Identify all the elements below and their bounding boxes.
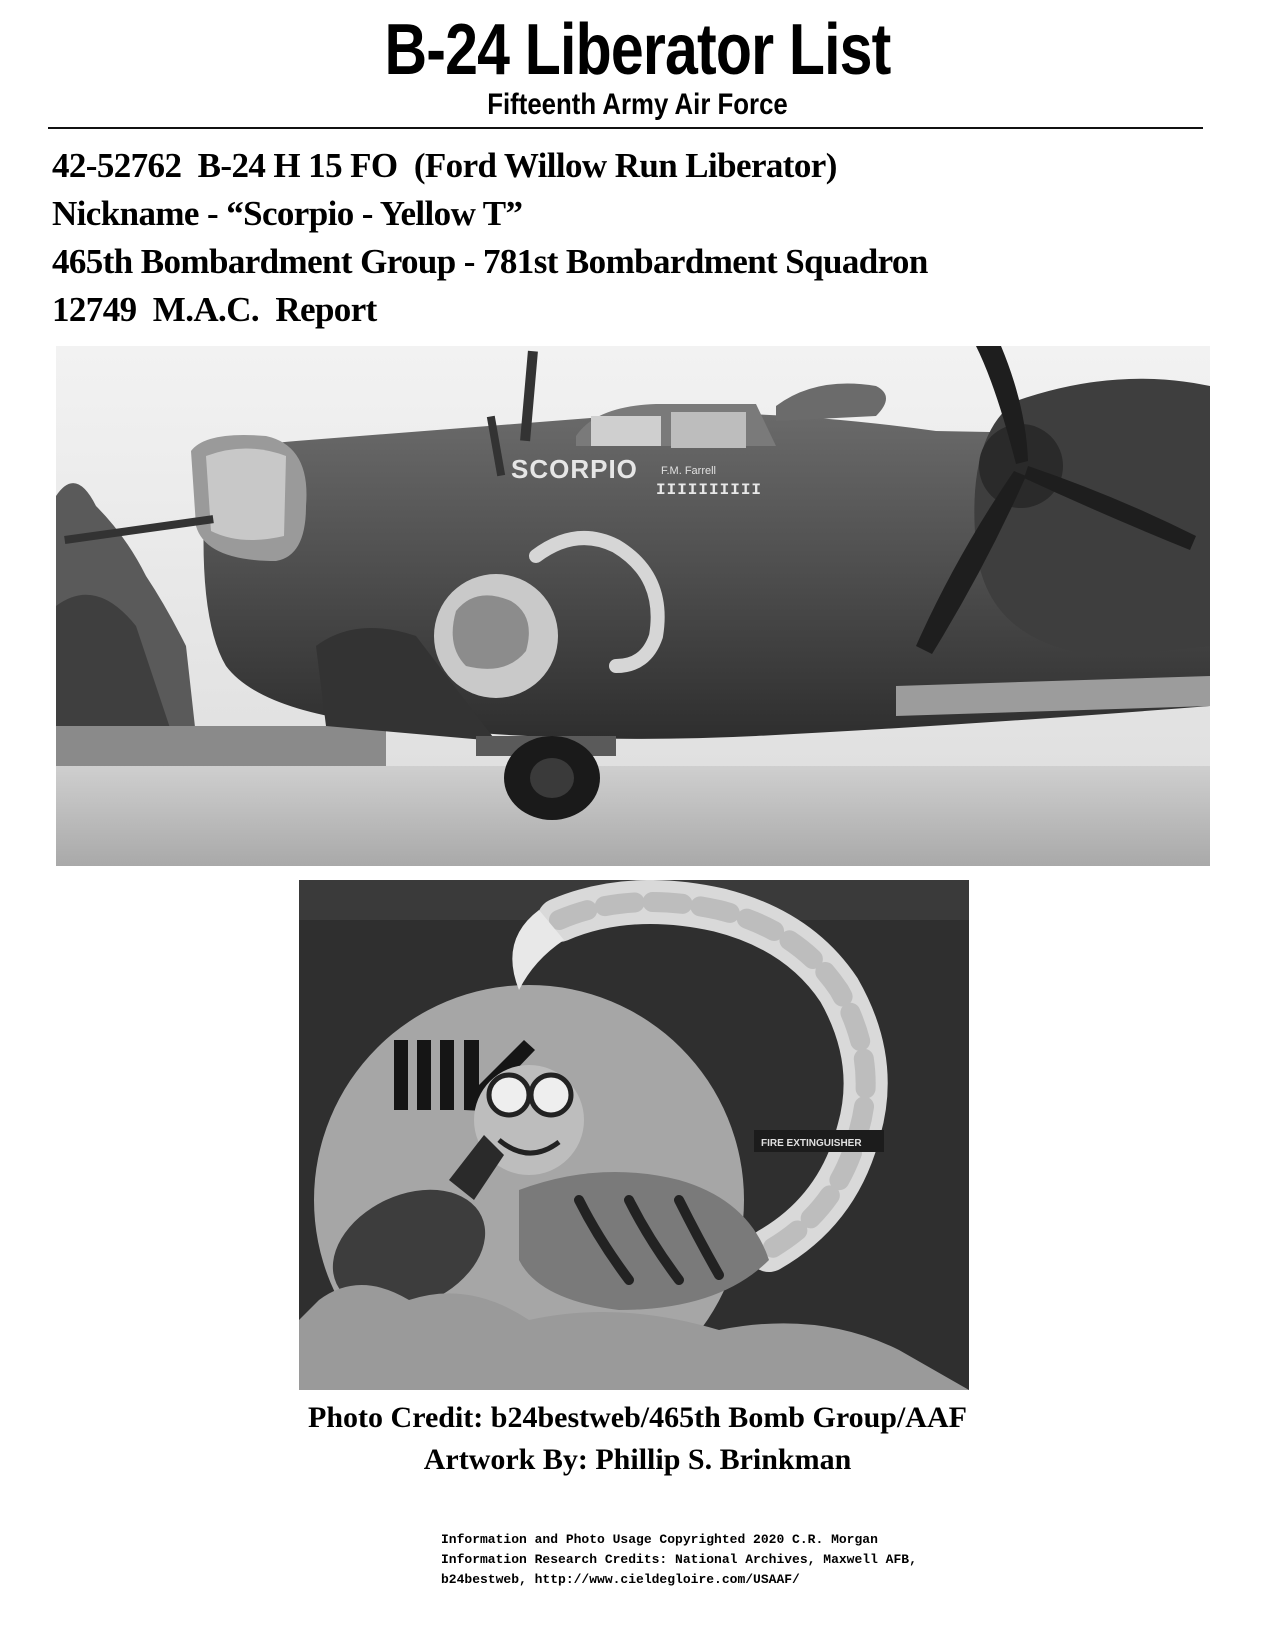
unit-line: 465th Bombardment Group - 781st Bombardment Squadron bbox=[52, 242, 928, 281]
credits-block bbox=[0, 1397, 1275, 1481]
artwork-credit: Artwork By: Phillip S. Brinkman bbox=[423, 1443, 852, 1476]
nose-name-text: SCORPIO bbox=[511, 454, 638, 484]
pilot-name-text: F.M. Farrell bbox=[661, 465, 716, 477]
placard-text: FIRE EXTINGUISHER bbox=[761, 1138, 862, 1149]
copyright-footer bbox=[441, 1530, 917, 1590]
mission-marks-text: IIIIIIIIII bbox=[656, 481, 763, 499]
footer-line-3: b24bestweb, http://www.cieldegloire.com/USAAF/ bbox=[441, 1572, 800, 1587]
aircraft-info bbox=[52, 142, 928, 334]
header-divider bbox=[48, 127, 1203, 129]
aircraft-photo bbox=[56, 346, 1210, 866]
nose-art-closeup-photo bbox=[299, 880, 969, 1390]
serial-line: 42-52762 B-24 H 15 FO (Ford Willow Run Liberator) bbox=[52, 146, 837, 185]
page-subtitle: Fifteenth Army Air Force bbox=[487, 88, 788, 121]
report-line: 12749 M.A.C. Report bbox=[52, 290, 377, 329]
page-title: B-24 Liberator List bbox=[384, 10, 891, 90]
footer-line-2: Information Research Credits: National Archives, Maxwell AFB, bbox=[441, 1552, 917, 1567]
footer-line-1: Information and Photo Usage Copyrighted 2020 C.R. Morgan bbox=[441, 1532, 878, 1547]
nickname-line: Nickname - “Scorpio - Yellow T” bbox=[52, 194, 523, 233]
photo-credit: Photo Credit: b24bestweb/465th Bomb Group/AAF bbox=[308, 1401, 967, 1434]
